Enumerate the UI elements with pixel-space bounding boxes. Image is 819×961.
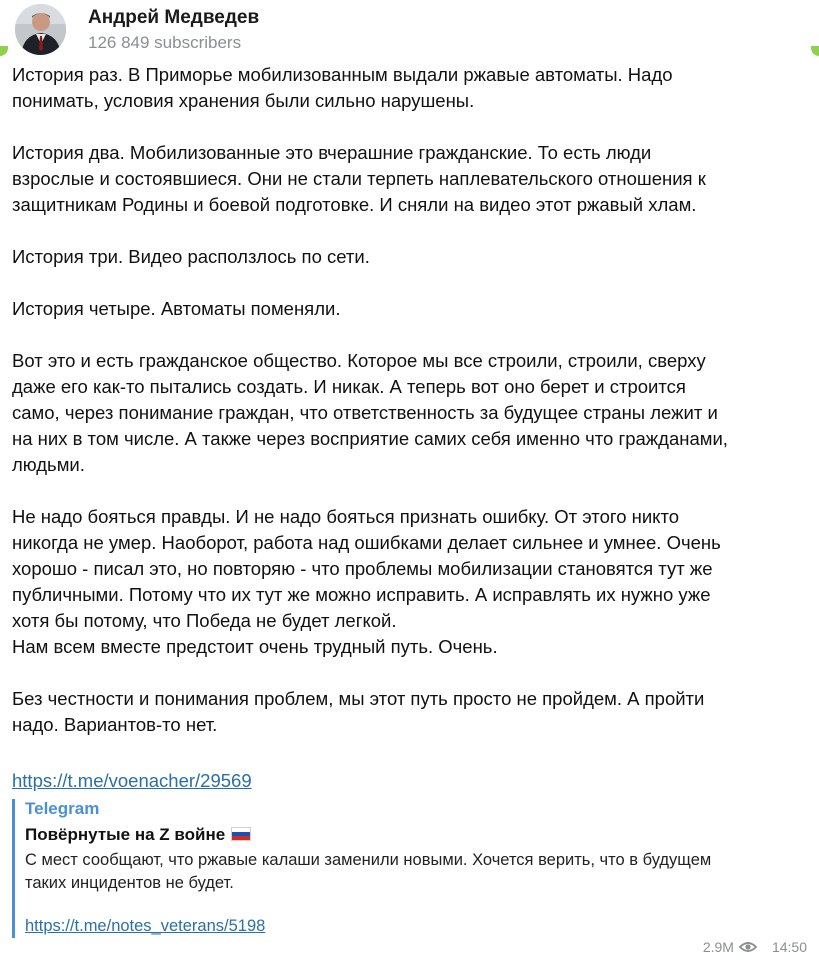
channel-name[interactable]: Андрей Медведев	[88, 7, 260, 28]
preview-source: Telegram	[25, 799, 100, 818]
eye-icon	[739, 941, 757, 953]
link-preview[interactable]	[12, 799, 795, 938]
post-time: 14:50	[771, 939, 807, 955]
preview-description: С мест сообщают, что ржавые калаши заменили новыми. Хочется верить, что в будущем таких инцидентов не будет.	[25, 851, 712, 892]
channel-avatar[interactable]	[15, 4, 66, 55]
post-paragraph: История два. Мобилизованные это вчерашние гражданские. То есть люди взрослые и состоявшиеся. Они не стали терпеть наплевательского отношения к защитникам Родины и боевой подготовке. И сняли на видео этот ржавый хлам.	[12, 142, 706, 215]
preview-title-text: Повёрнутые на Z войне	[25, 825, 226, 844]
post-body	[12, 62, 812, 764]
bubble-tail-right	[811, 46, 819, 56]
person-avatar-icon	[15, 4, 66, 55]
post-link[interactable]: https://t.me/voenacher/29569	[12, 770, 252, 791]
bubble-tail-left	[0, 46, 8, 56]
view-count: 2.9M	[702, 939, 734, 955]
channel-header	[0, 0, 819, 60]
post-paragraph: История три. Видео расползлось по сети.	[12, 246, 370, 267]
preview-title	[25, 825, 251, 845]
preview-link[interactable]: https://t.me/notes_veterans/5198	[25, 917, 266, 935]
post-meta	[703, 937, 807, 957]
post-paragraph: Вот это и есть гражданское общество. Которое мы все строили, строили, сверху даже его как-то пытались создать. И никак. А теперь вот оно берет и строится само, через понимание граждан, что ответственность за будущее страны лежит и на них в том числе. А также через восприятие самих себя именно что гражданами, людьми.	[12, 350, 728, 475]
post-paragraph: Без честности и понимания проблем, мы этот путь просто не пройдем. А пройти надо. Вариантов-то нет.	[12, 688, 705, 735]
subscriber-count: 126 849 subscribers	[88, 33, 242, 52]
post-paragraph: Не надо бояться правды. И не надо бояться признать ошибку. От этого никто никогда не умер. Наоборот, работа над ошибками делает сильнее и умнее. Очень хорошо - писал это, но повторяю - что проблемы мобилизации становятся тут же публичными. Потому что их тут же можно исправить. А исправлять их нужно уже хотя бы потому, что Победа не будет легкой. Нам всем вместе предстоит очень трудный путь. Очень.	[12, 506, 721, 657]
post-paragraph: История четыре. Автоматы поменяли.	[12, 298, 341, 319]
post-paragraph: История раз. В Приморье мобилизованным выдали ржавые автоматы. Надо понимать, условия хранения были сильно нарушены.	[12, 64, 673, 111]
russia-flag-icon	[231, 827, 251, 841]
